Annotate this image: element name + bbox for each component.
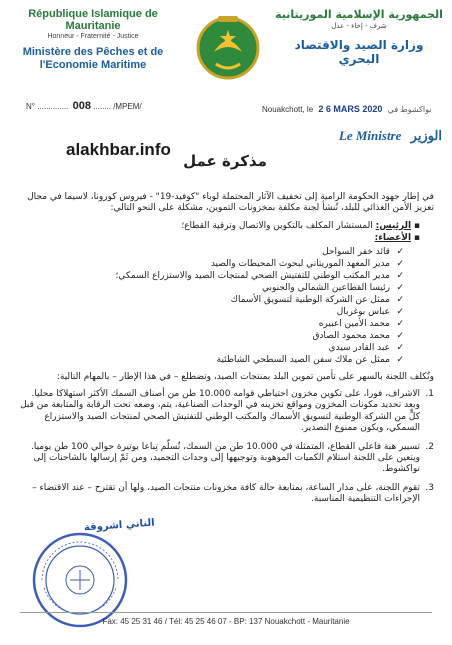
fr-country: République Islamique de Mauritanie <box>28 8 158 32</box>
members-label: الأعضاء: <box>374 233 412 244</box>
president-text: المستشار المكلف بالتكوين والاتصال وترقية القطاع؛ <box>181 220 373 231</box>
intro-paragraph: في إطار جهود الحكومة الرامية إلى تخفيف الآثار المحتملة لوباء "كوفيد-19" - فيروس كورونا، لاسيما في مجال تعزيز الأمن الغذائي للبلد، تُنشأ لجنة مكلفة بمخزونات التموين، مشكلة على النحو التالي: <box>27 192 434 214</box>
task-text: الاشراف، فورا، على تكوين مخزون احتياطي قوامه 10.000 طن من أصناف السمك الأكثر استهلاكا محليا. وبعد تحديد مكونات المخزون ومواقع تخزينه في الوحدات الصناعية، يتم، وضعه تحت الرقابة والمتابعة من قبل كلٍّ من الشركة الوطنية لتسويق الأسماك والمكتب الوطني للتفتيش الصحي لمنتجات الصيد والاستزراع السمكي، ويكون ممنوع التصدير. <box>20 389 420 434</box>
president-label: الرئيس: <box>375 220 412 231</box>
fr-motto: Honneur - Fraternité - Justice <box>47 33 139 40</box>
task-number: 2. <box>425 441 434 452</box>
ar-motto: شرف - إخاء - عدل <box>331 22 387 30</box>
list-item: ✓ مدير المكتب الوطني للتفتيش الصحي لمنتجات الصيد والاستزراع السمكي؛ <box>20 270 404 282</box>
committee-members-heading: ▪ الأعضاء: <box>374 233 420 244</box>
task-item-1 <box>20 389 434 435</box>
date-place-arabic: نواكشوط في <box>387 105 432 114</box>
ref-suffix: /MPEM/ <box>113 102 142 111</box>
date-value: 2 6 MARS 2020 <box>318 104 383 114</box>
task-item-3 <box>20 483 434 506</box>
list-item: ✓ عبد القادر سيدي <box>20 342 404 354</box>
task-text: تقوم اللجنة، على مدار الساعة، بمتابعة حالة كافة مخزونات منتجات الصيد، ولها أن تقترح – عند الاقتضاء – الإجراءات التنظيمية المناسبة. <box>32 482 420 505</box>
list-item: ✓ ممثل عن الشركة الوطنية لتسويق الأسماك <box>20 294 404 306</box>
french-letterhead <box>8 8 178 72</box>
source-watermark: alakhbar.info <box>66 140 171 159</box>
list-item: ✓ محمد محمود الصادق <box>20 330 404 342</box>
task-number: 3. <box>425 482 434 493</box>
minister-signature: الناني اشروقة <box>83 517 155 534</box>
list-item: ✓ قائد خفر السواحل <box>20 246 404 258</box>
task-text: تسيير هبة فاعلي القطاع، المتمثلة في 10.000 طن من السمك، تُسلّم تِباعا بوتيرة حوالي 100 طن يوميا. ويتعين على اللجنة استلام الكميات الموهوبة وتوجيهها إلى وحدات التجميد، ومن ثَمّ إرسالها بالشاحنات إلى نواكشوط. <box>30 441 420 475</box>
fr-ministry-line2: l'Economie Maritime <box>39 59 147 71</box>
contact-footer: Fax: 45 25 31 46 / Tél: 45 25 46 07 - BP: 137 Nouakchott - Mauritanie <box>20 612 432 626</box>
list-item: ✓ ممثل عن ملاك سفن الصيد السطحي الشاطئية <box>20 354 404 366</box>
task-number: 1. <box>425 389 434 400</box>
ar-country: الجمهورية الإسلامية الموريتانية <box>275 8 443 21</box>
list-item: ✓ عباس بوغربال <box>20 306 404 318</box>
national-emblem-icon <box>196 12 260 82</box>
tasks-intro: وتُكلف اللجنة بالسهر على تأمين تموين البلد بمنتجات الصيد، وتضطلع – في هذا الإطار – بالمهام التالية: <box>56 371 434 382</box>
ref-prefix: N° <box>26 102 35 111</box>
arabic-letterhead <box>274 8 444 66</box>
minister-heading <box>252 128 442 144</box>
fr-ministry-line1: Ministère des Pêches et de <box>22 46 164 58</box>
date-place: Nouakchott, le <box>262 105 314 114</box>
committee-president: ▪ الرئيس: المستشار المكلف بالتكوين والاتصال وترقية القطاع؛ <box>181 220 420 231</box>
list-item: ✓ رئيسا القطاعين الشمالي والجنوبي <box>20 282 404 294</box>
members-list <box>20 246 404 366</box>
minister-fr: Le Ministre <box>338 128 402 143</box>
minister-ar: الوزير <box>410 128 442 143</box>
task-item-2 <box>20 442 434 476</box>
ar-ministry: وزارة الصيد والاقتصاد البحري <box>294 38 424 66</box>
list-item: ✓ مدير المعهد الموريتاني لبحوث المحيطات والصيد <box>20 258 404 270</box>
list-item: ✓ محمد الأمين اعبيره <box>20 318 404 330</box>
reference-number: N° .............. 008 ........ /MPEM/ <box>26 100 142 112</box>
document-title: مذكرة عمل <box>183 152 267 170</box>
ref-number: 008 <box>72 100 91 112</box>
date-line <box>262 104 431 114</box>
document-body <box>20 192 434 513</box>
